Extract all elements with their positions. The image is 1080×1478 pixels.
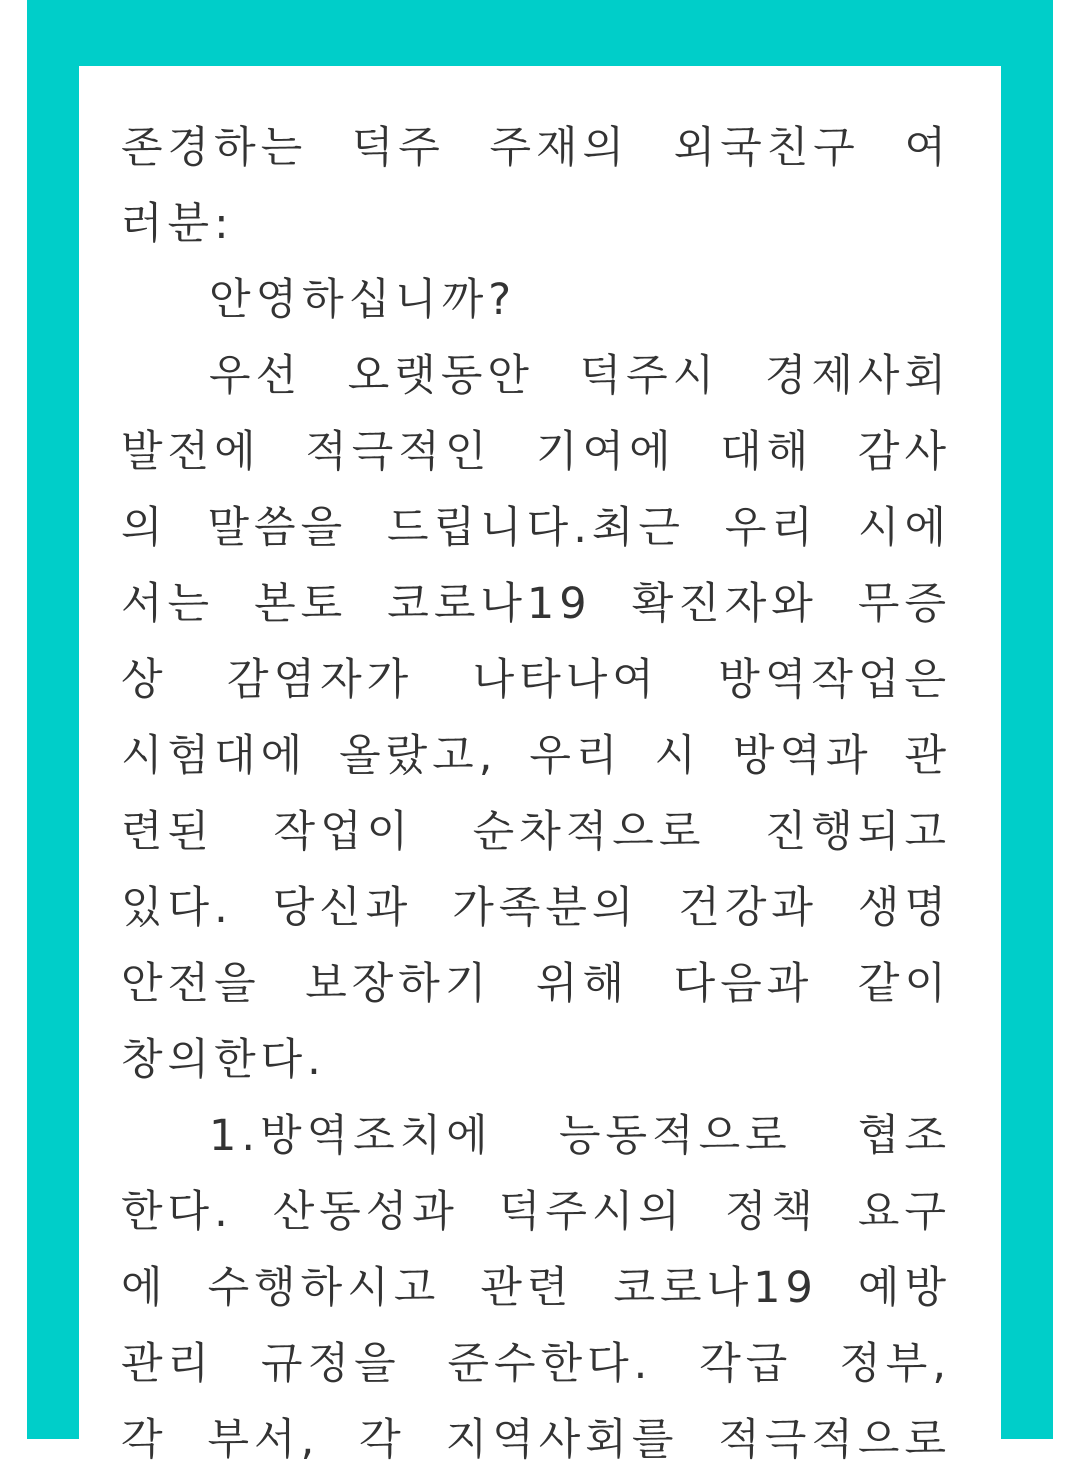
letter-line: 각 부서, 각 지역사회를 적극적으로 bbox=[121, 1415, 951, 1465]
letter-line: 창의한다. bbox=[121, 1035, 326, 1085]
letter-line: 상 감염자가 나타나여 방역작업은 bbox=[121, 655, 951, 705]
letter-line-salutation: 안영하십니까? bbox=[209, 275, 517, 325]
letter-paper bbox=[79, 66, 1001, 1465]
letter-body bbox=[121, 110, 951, 1478]
letter-line: 한다. 산동성과 덕주시의 정책 요구 bbox=[121, 1187, 951, 1237]
letter-line: 서는 본토 코로나19 확진자와 무증 bbox=[121, 579, 951, 629]
letter-line: 의 말씀을 드립니다.최근 우리 시에 bbox=[121, 503, 951, 553]
letter-line-item-1: 1.방역조치에 능동적으로 협조 bbox=[209, 1111, 951, 1161]
letter-line: 발전에 적극적인 기여에 대해 감사 bbox=[121, 427, 951, 477]
letter-line: 우선 오랫동안 덕주시 경제사회 bbox=[209, 351, 951, 401]
letter-line-greeting-2: 러분: bbox=[121, 199, 234, 249]
letter-line: 시험대에 올랐고, 우리 시 방역과 관 bbox=[121, 731, 951, 781]
letter-line: 에 수행하시고 관련 코로나19 예방 bbox=[121, 1263, 951, 1313]
letter-line: 련된 작업이 순차적으로 진행되고 bbox=[121, 807, 951, 857]
letter-line: 안전을 보장하기 위해 다음과 같이 bbox=[121, 959, 951, 1009]
letter-line: 관리 규정을 준수한다. 각급 정부, bbox=[121, 1339, 951, 1389]
letter-line: 있다. 당신과 가족분의 건강과 생명 bbox=[121, 883, 951, 933]
letter-line-greeting-1: 존경하는 덕주 주재의 외국친구 여 bbox=[121, 123, 951, 173]
